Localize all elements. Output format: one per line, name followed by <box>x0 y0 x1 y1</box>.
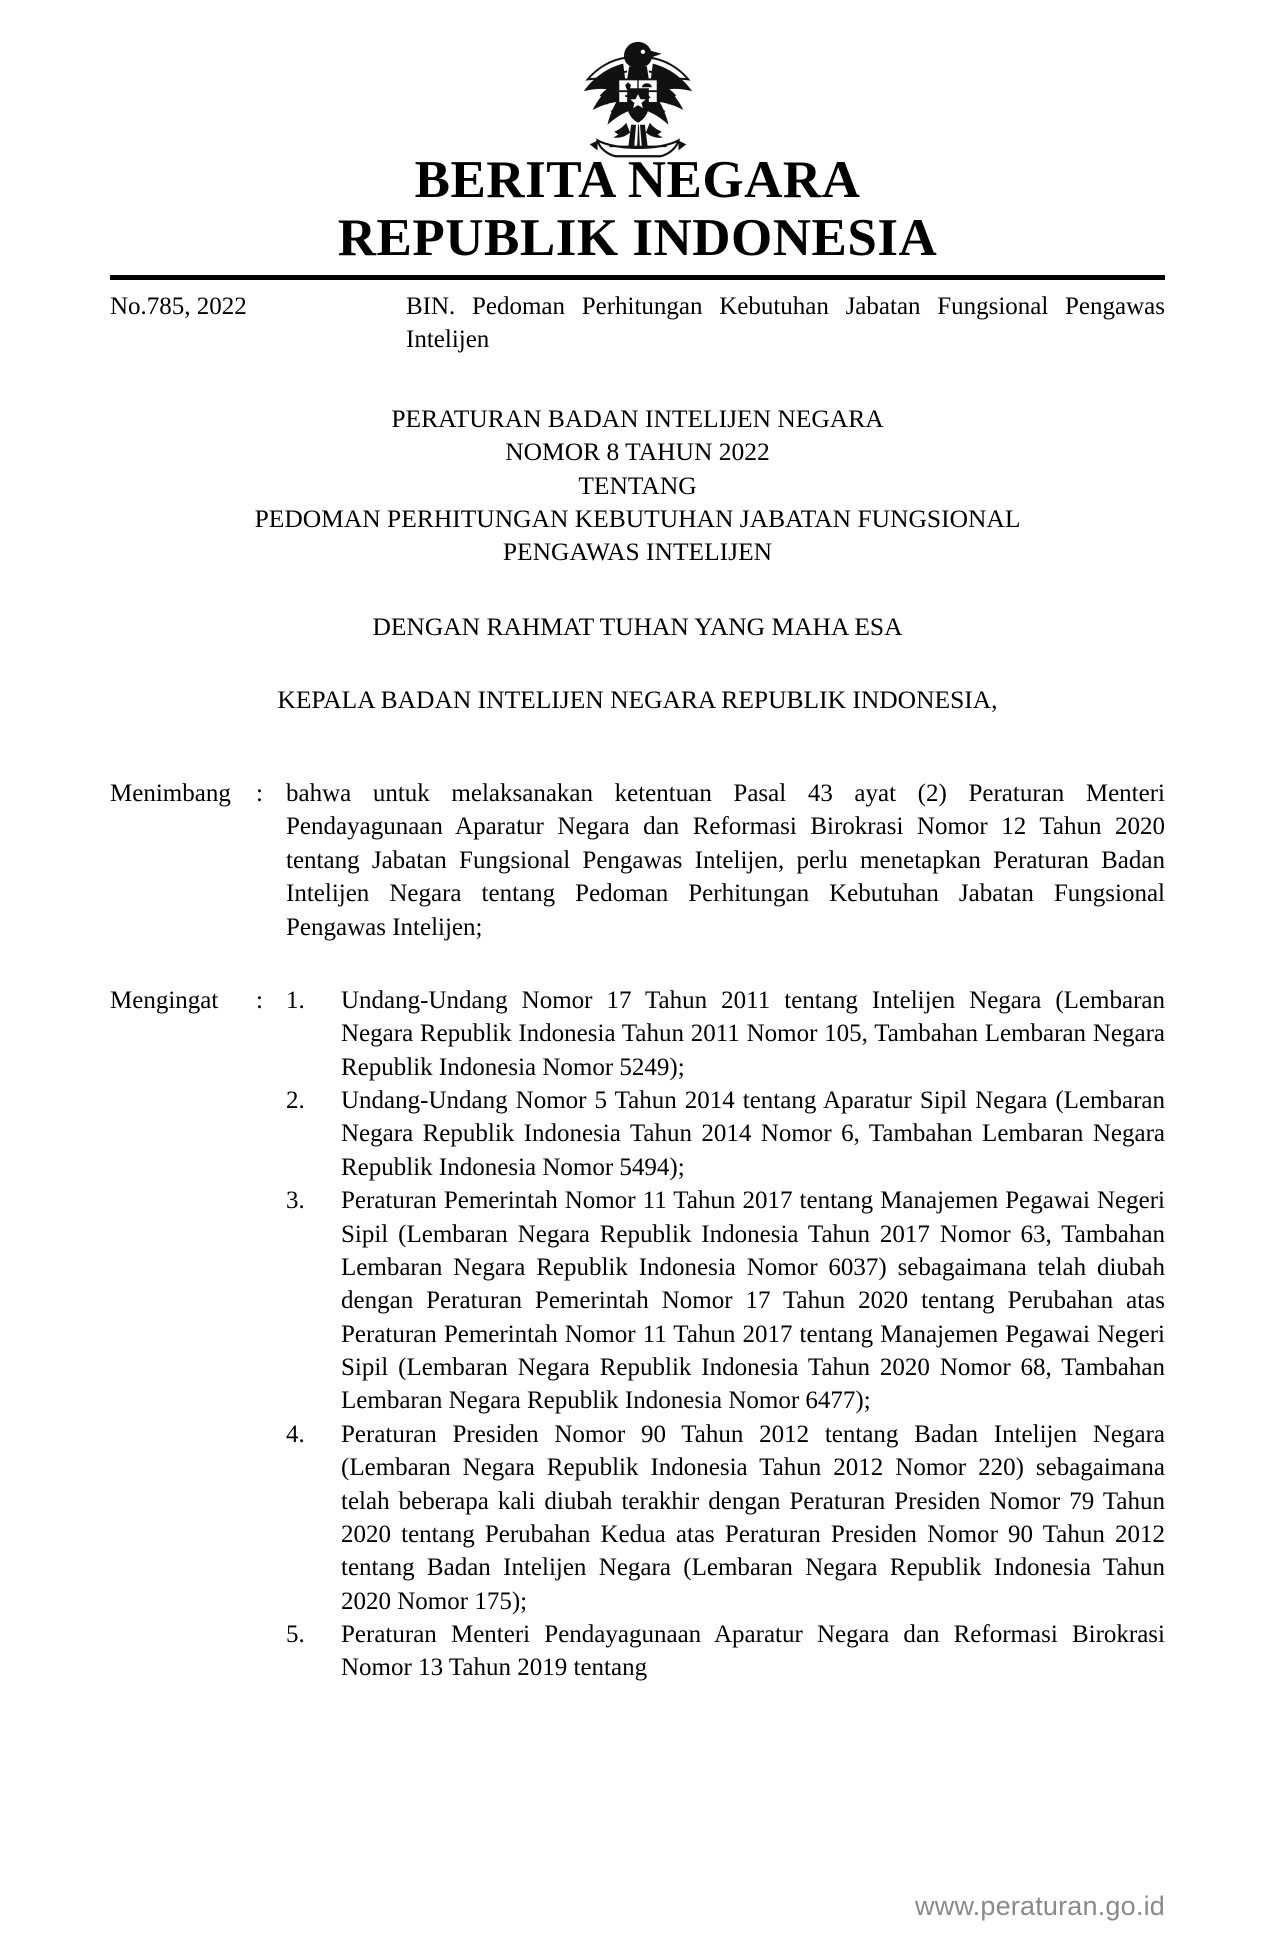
title-line-4: PEDOMAN PERHITUNGAN KEBUTUHAN JABATAN FUNGSIONAL <box>254 503 1021 533</box>
document-subject: BIN. Pedoman Perhitungan Kebutuhan Jabatan Fungsional Pengawas Intelijen <box>406 293 1165 353</box>
title-block <box>110 402 1165 568</box>
menimbang-colon: : <box>256 780 263 808</box>
title-line-5: PENGAWAS INTELIJEN <box>502 536 773 566</box>
list-item-text: Undang-Undang Nomor 5 Tahun 2014 tentang Aparatur Sipil Negara (Lembaran Negara Republik Indonesia Tahun 2014 Nomor 6, Tambahan Lembaran Negara Republik Indonesia Nomor 5494); <box>341 1087 1165 1181</box>
list-item <box>286 1418 1165 1618</box>
list-item-marker: 1. <box>286 986 305 1014</box>
menimbang-text: bahwa untuk melaksanakan ketentuan Pasal 43 ayat (2) Peraturan Menteri Pendayagunaan Aparatur Negara dan Reformasi Birokrasi Nomor 12 Tahun 2020 tentang Jabatan Fungsional Pengawas Intelijen, perlu menetapkan Peraturan Badan Intelijen Negara tentang Pedoman Perhitungan Kebutuhan Jabatan Fungsional Pengawas Intelijen; <box>286 780 1165 941</box>
title-line-3: TENTANG <box>578 470 697 500</box>
list-item <box>286 1184 1165 1418</box>
list-item-text: Peraturan Presiden Nomor 90 Tahun 2012 tentang Badan Intelijen Negara (Lembaran Negara Republik Indonesia Tahun 2012 Nomor 220) sebagaimana telah beberapa kali diubah terakhir dengan Peraturan Presiden Nomor 79 Tahun 2020 tentang Perubahan Kedua atas Peraturan Presiden Nomor 90 Tahun 2012 tentang Badan Intelijen Negara (Lembaran Negara Republik Indonesia Tahun 2020 Nomor 175); <box>341 1420 1165 1615</box>
menimbang-section <box>110 777 1165 944</box>
list-item <box>286 1084 1165 1184</box>
list-item <box>286 1618 1165 1685</box>
footer-watermark: www.peraturan.go.id <box>915 1891 1165 1921</box>
title-line-1: PERATURAN BADAN INTELIJEN NEGARA <box>391 404 884 434</box>
emblem-container <box>110 0 1165 152</box>
mengingat-label: Mengingat <box>110 986 219 1014</box>
mengingat-list <box>286 984 1165 1685</box>
masthead <box>110 152 1165 266</box>
title-line-2: NOMOR 8 TAHUN 2022 <box>505 437 770 467</box>
list-item-marker: 5. <box>286 1621 305 1649</box>
authority-line: KEPALA BADAN INTELIJEN NEGARA REPUBLIK INDONESIA, <box>277 685 998 715</box>
menimbang-label: Menimbang <box>110 780 231 808</box>
list-item-text: Peraturan Pemerintah Nomor 11 Tahun 2017 tentang Manajemen Pegawai Negeri Sipil (Lembaran Negara Republik Indonesia Tahun 2017 Nomor 63, Tambahan Lembaran Negara Republik Indonesia Nomor 6037) sebagaimana telah diubah dengan Peraturan Pemerintah Nomor 17 Tahun 2020 tentang Perubahan atas Peraturan Pemerintah Nomor 11 Tahun 2017 tentang Manajemen Pegawai Negeri Sipil (Lembaran Negara Republik Indonesia Tahun 2020 Nomor 68, Tambahan Lembaran Negara Republik Indonesia Nomor 6477); <box>341 1187 1165 1415</box>
mengingat-colon: : <box>256 986 263 1014</box>
list-item-text: Undang-Undang Nomor 17 Tahun 2011 tentang Intelijen Negara (Lembaran Negara Republik Indonesia Tahun 2011 Nomor 105, Tambahan Lembaran Negara Republik Indonesia Nomor 5249); <box>341 986 1165 1081</box>
masthead-line-2: REPUBLIK INDONESIA <box>337 209 938 268</box>
list-item <box>286 984 1165 1084</box>
list-item-marker: 3. <box>286 1187 305 1215</box>
masthead-line-1: BERITA NEGARA <box>414 151 861 209</box>
mengingat-section <box>110 984 1165 1685</box>
list-item-marker: 4. <box>286 1420 305 1448</box>
header-divider <box>110 275 1165 280</box>
document-number: No.785, 2022 <box>110 293 247 321</box>
invocation-line: DENGAN RAHMAT TUHAN YANG MAHA ESA <box>372 612 903 642</box>
header-number-row <box>110 291 1165 356</box>
list-item-marker: 2. <box>286 1087 305 1115</box>
list-item-text: Peraturan Menteri Pendayagunaan Aparatur Negara dan Reformasi Birokrasi Nomor 13 Tahun 2019 tentang <box>341 1621 1165 1682</box>
